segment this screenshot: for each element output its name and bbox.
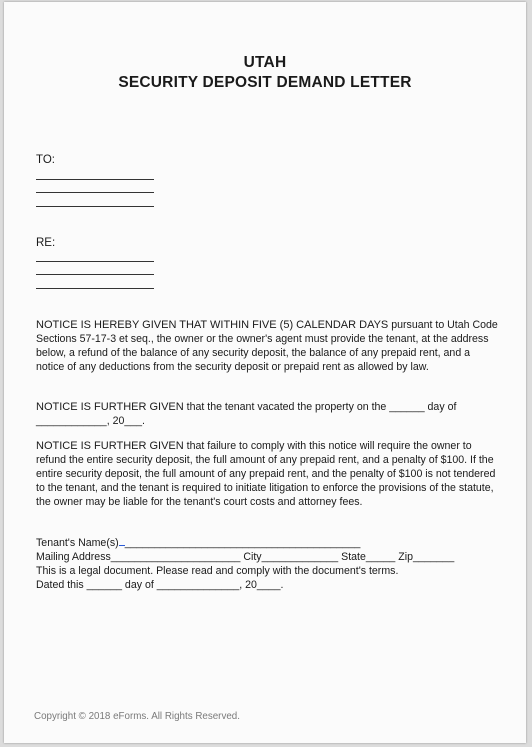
signature-fields xyxy=(36,535,498,592)
tenant-name-blank[interactable]: ________________________________________ xyxy=(124,537,361,549)
notice-paragraph-1 xyxy=(36,318,498,374)
notice-1-lead: NOTICE IS HEREBY GIVEN THAT WITHIN FIVE (5) CALENDAR DAYS xyxy=(36,319,389,331)
notice-paragraph-2 xyxy=(36,400,498,428)
to-line-3[interactable] xyxy=(36,206,154,207)
notice-2-lead: NOTICE IS FURTHER GIVEN xyxy=(36,401,184,413)
re-line-2[interactable] xyxy=(36,274,154,275)
to-label: TO: xyxy=(36,154,55,166)
state-heading: UTAH xyxy=(243,54,287,71)
document-title: SECURITY DEPOSIT DEMAND LETTER xyxy=(118,74,412,91)
legal-notice-line: This is a legal document. Please read and comply with the document's terms. xyxy=(36,565,399,578)
dated-row[interactable]: Dated this ______ day of ______________, 20____. xyxy=(36,579,284,592)
copyright-footer: Copyright © 2018 eForms. All Rights Reserved. xyxy=(34,711,240,722)
re-line-3[interactable] xyxy=(36,288,154,289)
notice-1-text: pursuant to Utah Code Sections 57-17-3 et seq., the owner or the owner's agent must provide the tenant, at the address below, a refund of the balance of any security deposit, the balance of any prepaid rent, and a notice of any deductions from the security deposit or prepaid rent as allowed by law. xyxy=(36,319,498,374)
notice-paragraph-3 xyxy=(36,439,498,509)
notice-2-text: that the tenant vacated the property on the ______ day of ____________, 20___. xyxy=(36,401,457,428)
to-line-1[interactable] xyxy=(36,179,154,180)
re-line-1[interactable] xyxy=(36,261,154,262)
notice-3-lead: NOTICE IS FURTHER GIVEN xyxy=(36,440,184,452)
document-page xyxy=(4,2,526,743)
tenant-name-label: Tenant's Name(s) xyxy=(36,537,119,549)
to-line-2[interactable] xyxy=(36,192,154,193)
tenant-name-row xyxy=(36,535,498,550)
mailing-address-row[interactable]: Mailing Address______________________ City_____________ State_____ Zip_______ xyxy=(36,551,455,564)
notice-3-text: that failure to comply with this notice will require the owner to refund the entire security deposit, the full amount of any prepaid rent, and a penalty of $100. If the entire security deposit, the full amount of any prepaid rent, and the penalty of $100 is not tendered to the tenant, and the tenant is required to initiate litigation to enforce the provisions of the statute, the owner may be liable for the tenant's court costs and attorney fees. xyxy=(36,440,496,509)
re-label: RE: xyxy=(36,237,56,249)
